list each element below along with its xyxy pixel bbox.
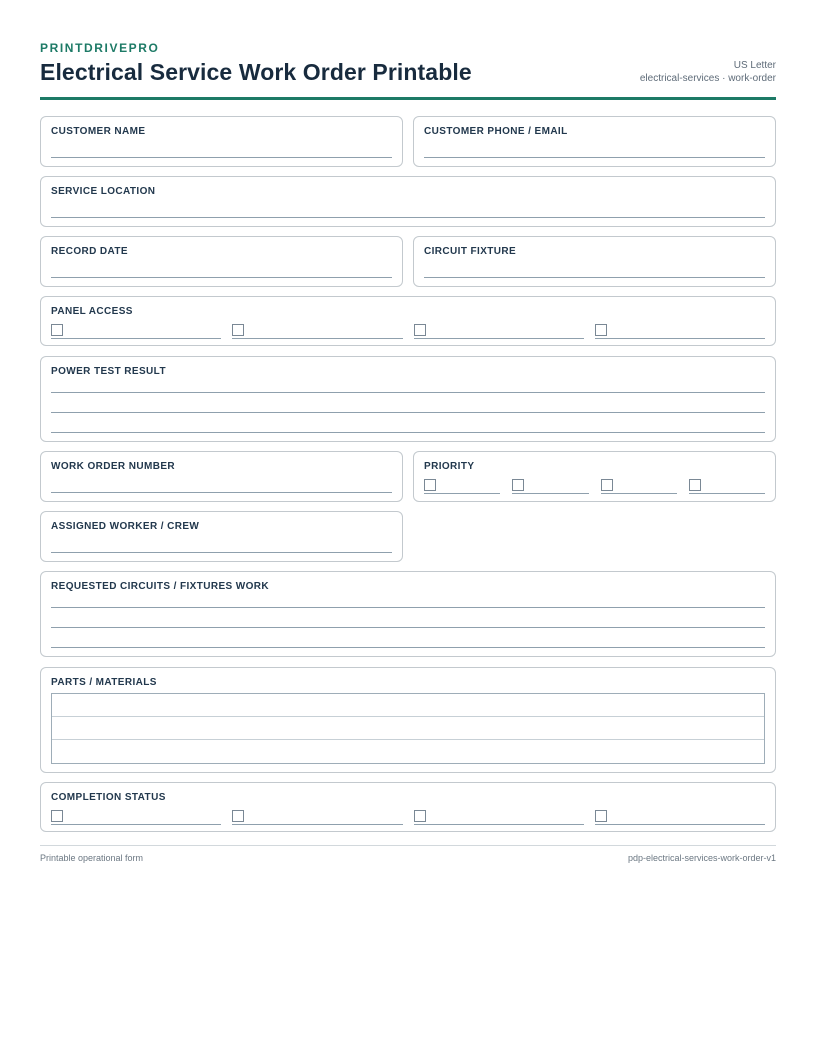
power-test-line-3[interactable] [51, 432, 765, 433]
checkbox[interactable] [414, 810, 426, 822]
power-test-result-label: POWER TEST RESULT [51, 366, 166, 377]
table-row[interactable] [52, 694, 764, 717]
requested-work-line-3[interactable] [51, 647, 765, 648]
power-test-line-1[interactable] [51, 392, 765, 393]
priority-options [424, 478, 765, 494]
panel-access-field [40, 296, 776, 346]
customer-name-line[interactable] [51, 157, 392, 158]
completion-status-option [51, 809, 221, 825]
priority-option [689, 478, 765, 494]
assigned-worker-crew-field [40, 511, 403, 562]
form-header [40, 40, 776, 100]
record-date-field [40, 236, 403, 287]
table-row[interactable] [52, 717, 764, 740]
checkbox[interactable] [601, 479, 613, 491]
customer-phone-email-field [413, 116, 776, 167]
panel-access-option [414, 323, 584, 339]
service-location-label: SERVICE LOCATION [51, 186, 156, 197]
completion-status-options [51, 809, 765, 825]
completion-status-field [40, 782, 776, 832]
power-test-line-2[interactable] [51, 412, 765, 413]
customer-name-label: CUSTOMER NAME [51, 126, 146, 137]
priority-option [601, 478, 677, 494]
panel-access-options [51, 323, 765, 339]
priority-label: PRIORITY [424, 461, 475, 472]
brand-name: PRINTDRIVEPRO [40, 41, 160, 55]
footer-note: Printable operational form [40, 853, 144, 863]
work-order-number-label: WORK ORDER NUMBER [51, 461, 176, 472]
completion-status-option [232, 809, 402, 825]
priority-option [512, 478, 588, 494]
panel-access-label: PANEL ACCESS [51, 306, 133, 317]
completion-status-option [595, 809, 765, 825]
form-title: Electrical Service Work Order Printable [40, 59, 472, 85]
checkbox[interactable] [512, 479, 524, 491]
form-meta [640, 59, 776, 85]
circuit-fixture-line[interactable] [424, 277, 765, 278]
record-date-label: RECORD DATE [51, 246, 128, 257]
service-location-line[interactable] [51, 217, 765, 218]
requested-work-line-2[interactable] [51, 627, 765, 628]
assigned-worker-crew-label: ASSIGNED WORKER / CREW [51, 521, 200, 532]
checkbox[interactable] [424, 479, 436, 491]
table-row[interactable] [52, 740, 764, 763]
work-order-number-line[interactable] [51, 492, 392, 493]
completion-status-label: COMPLETION STATUS [51, 792, 166, 803]
priority-field [413, 451, 776, 502]
checkbox[interactable] [595, 810, 607, 822]
paper-size: US Letter [733, 60, 776, 71]
checkbox[interactable] [414, 324, 426, 336]
parts-materials-table [51, 693, 765, 764]
priority-option [424, 478, 500, 494]
panel-access-option [232, 323, 402, 339]
form-tags: electrical-services · work-order [639, 73, 776, 84]
checkbox[interactable] [595, 324, 607, 336]
record-date-line[interactable] [51, 277, 392, 278]
checkbox[interactable] [51, 810, 63, 822]
service-location-field [40, 176, 776, 227]
parts-materials-field [40, 667, 776, 773]
panel-access-option [51, 323, 221, 339]
requested-work-line-1[interactable] [51, 607, 765, 608]
checkbox[interactable] [51, 324, 63, 336]
checkbox[interactable] [232, 810, 244, 822]
form-id: pdp-electrical-services-work-order-v1 [627, 853, 776, 863]
circuit-fixture-field [413, 236, 776, 287]
customer-name-field [40, 116, 403, 167]
footer-divider [40, 845, 776, 846]
checkbox[interactable] [689, 479, 701, 491]
work-order-number-field [40, 451, 403, 502]
customer-phone-email-line[interactable] [424, 157, 765, 158]
assigned-worker-crew-line[interactable] [51, 552, 392, 553]
requested-work-field [40, 571, 776, 657]
customer-phone-email-label: CUSTOMER PHONE / EMAIL [424, 126, 568, 137]
circuit-fixture-label: CIRCUIT FIXTURE [424, 246, 517, 257]
panel-access-option [595, 323, 765, 339]
checkbox[interactable] [232, 324, 244, 336]
power-test-result-field [40, 356, 776, 442]
completion-status-option [414, 809, 584, 825]
parts-materials-label: PARTS / MATERIALS [51, 677, 157, 688]
requested-work-label: REQUESTED CIRCUITS / FIXTURES WORK [51, 581, 270, 592]
